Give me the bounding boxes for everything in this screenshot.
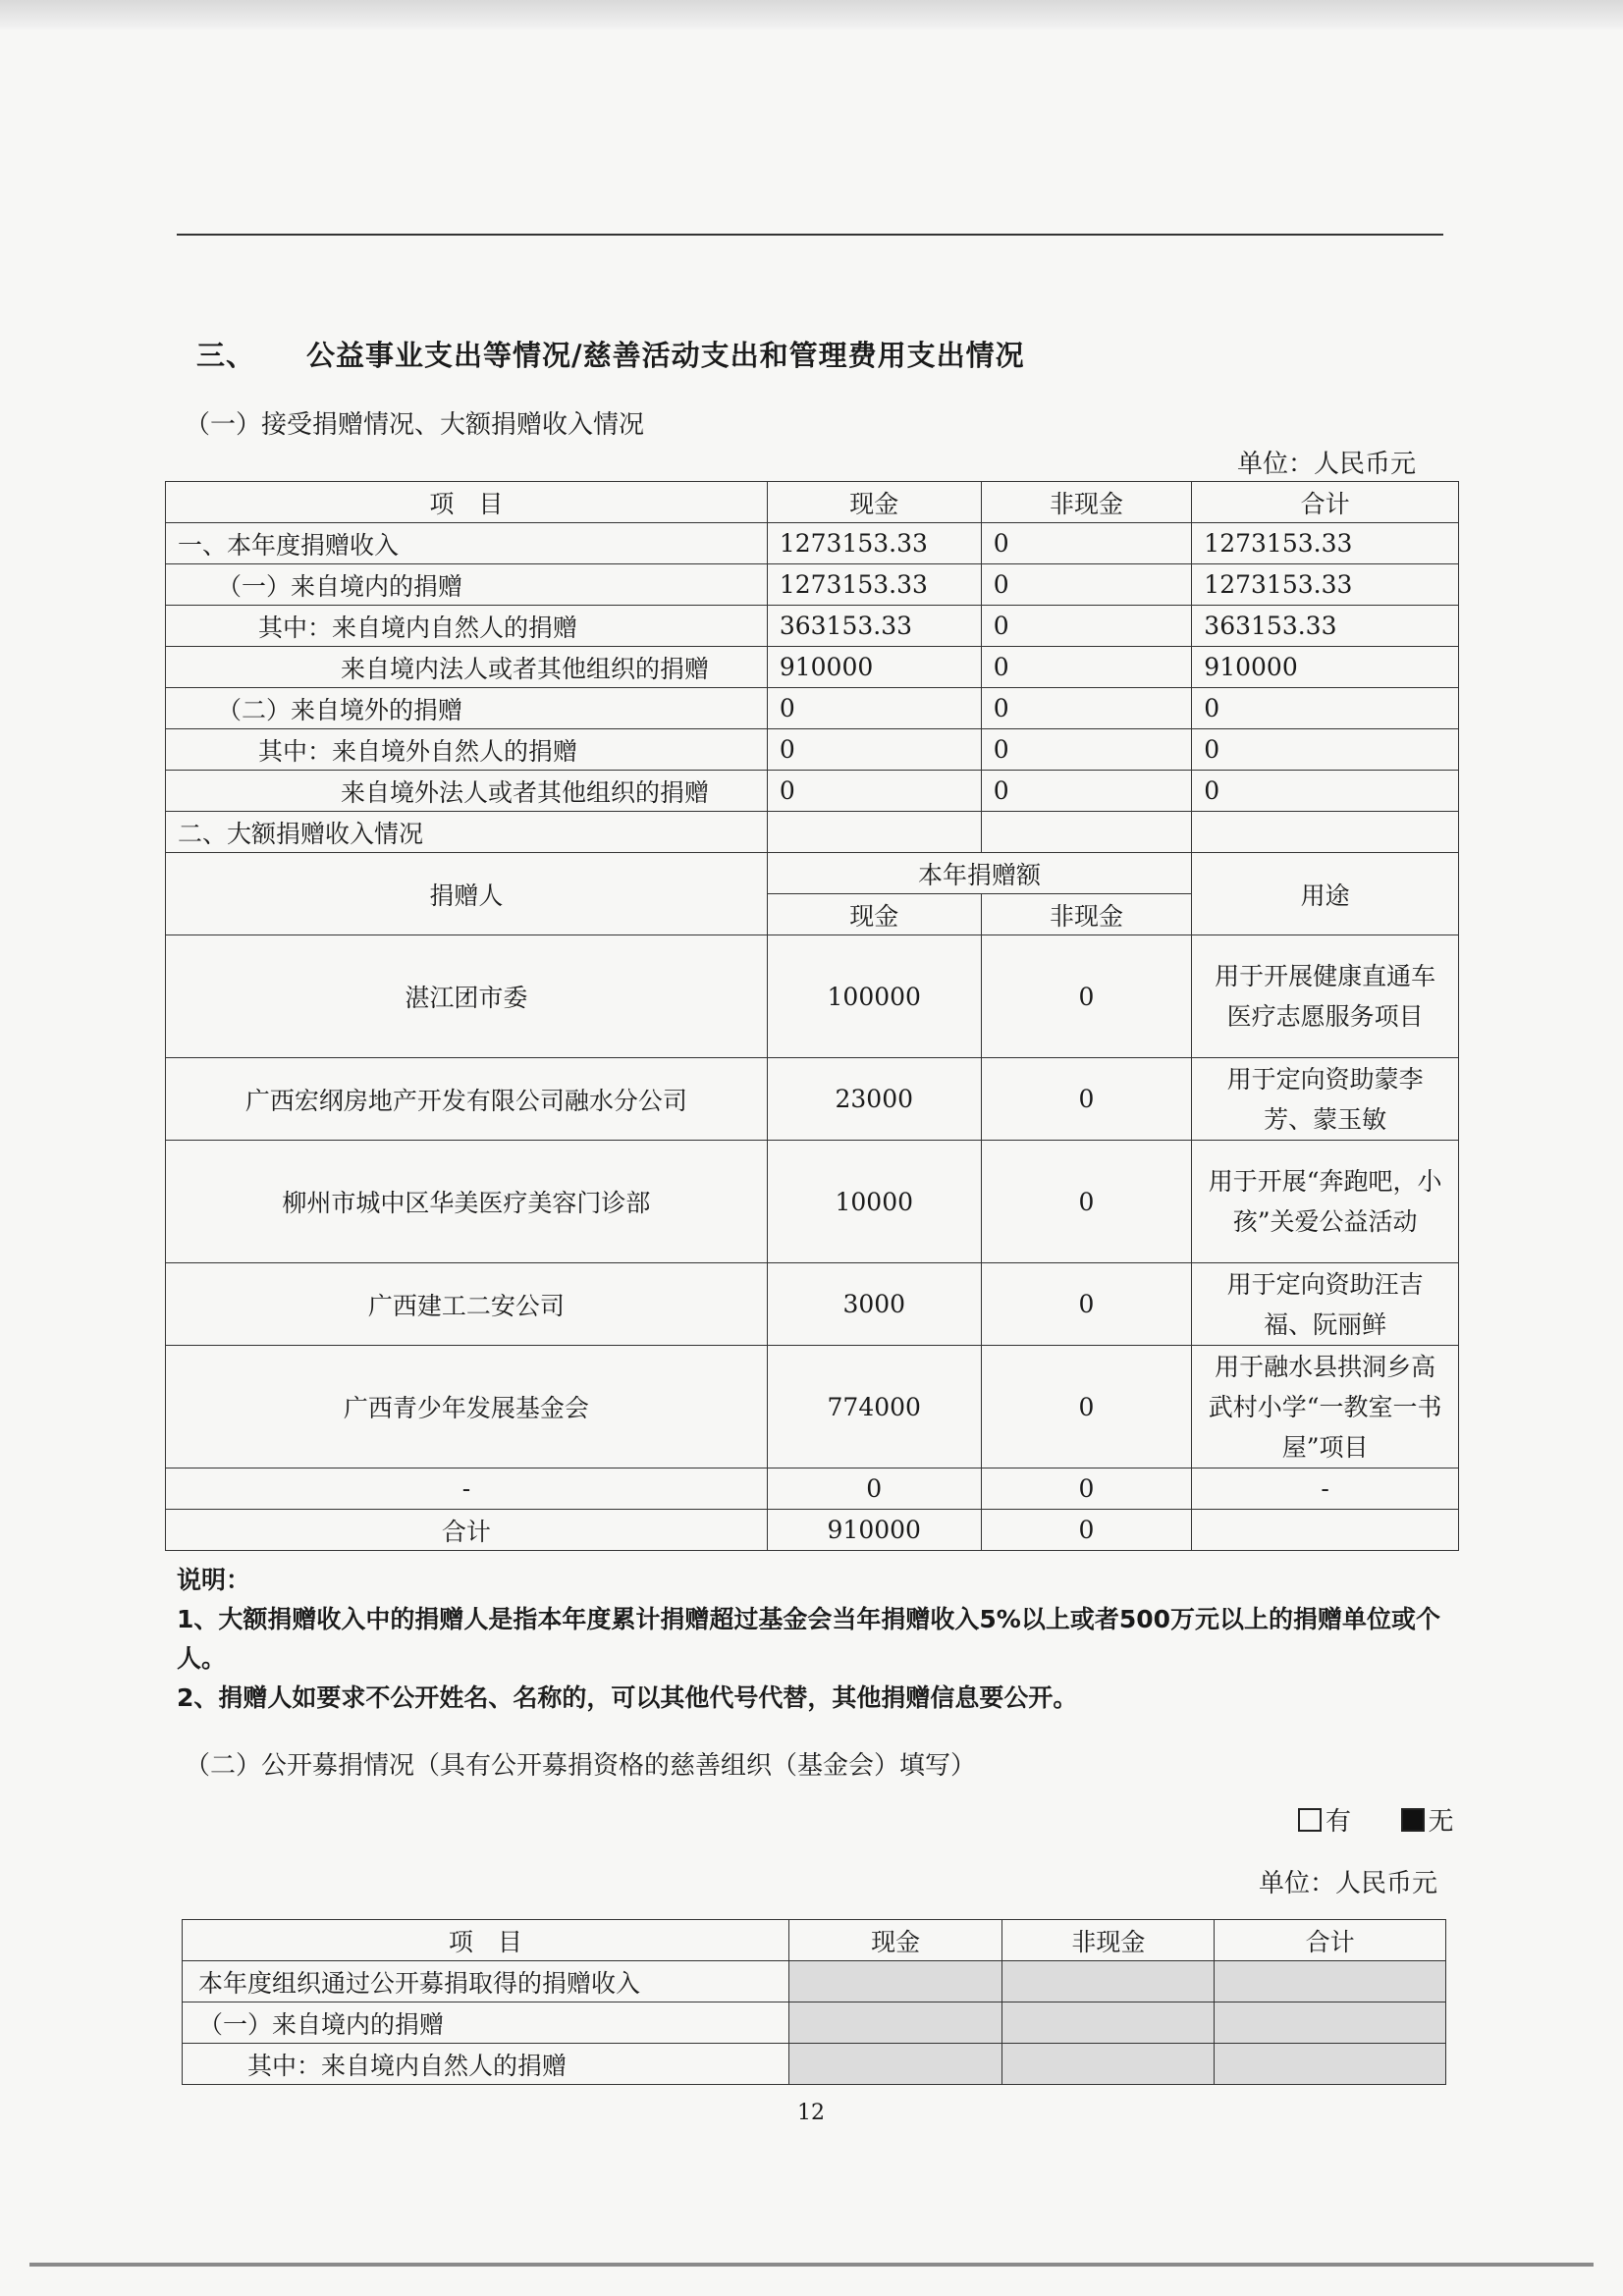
table-row xyxy=(166,523,1459,564)
header-total: 合计 xyxy=(1215,1920,1446,1961)
table-row xyxy=(166,688,1459,729)
donor-name: 广西宏纲房地产开发有限公司融水分公司 xyxy=(166,1058,768,1141)
donor-noncash: 0 xyxy=(981,1058,1192,1141)
row-label: （一）来自境内的捐赠 xyxy=(183,2002,789,2044)
row-noncash: 0 xyxy=(981,729,1192,771)
part2-unit: 单位：人民币元 xyxy=(1259,1869,1438,1898)
table-row xyxy=(183,2044,1446,2085)
donor-row xyxy=(166,1468,1459,1510)
total-row xyxy=(166,1510,1459,1551)
row-cash: 0 xyxy=(767,688,981,729)
note-item: 1、大额捐赠收入中的捐赠人是指本年度累计捐赠超过基金会当年捐赠收入5%以上或者500万元以上的捐赠单位或个人。 xyxy=(177,1605,1441,1673)
checkbox-no[interactable] xyxy=(1401,1808,1425,1832)
row-label: 其中：来自境内自然人的捐赠 xyxy=(183,2044,789,2085)
total-purpose xyxy=(1192,1510,1459,1551)
row-cash xyxy=(788,1961,1002,2002)
row-label: 其中：来自境外自然人的捐赠 xyxy=(166,729,768,771)
donor-name: 广西建工二安公司 xyxy=(166,1263,768,1346)
header-annual-amount: 本年捐赠额 xyxy=(767,853,1191,894)
row-label: 来自境内法人或者其他组织的捐赠 xyxy=(166,647,768,688)
header-rule xyxy=(177,234,1443,236)
donor-row xyxy=(166,1346,1459,1468)
header-total: 合计 xyxy=(1192,482,1459,523)
donor-purpose: 用于开展“奔跑吧，小孩”关爱公益活动 xyxy=(1192,1141,1459,1263)
row-label: 来自境外法人或者其他组织的捐赠 xyxy=(166,771,768,812)
row-noncash xyxy=(1002,2002,1215,2044)
notes-title: 说明： xyxy=(177,1566,251,1594)
table-row xyxy=(166,771,1459,812)
row-label: 其中：来自境内自然人的捐赠 xyxy=(166,606,768,647)
row-label: （一）来自境内的捐赠 xyxy=(166,564,768,606)
donor-noncash: 0 xyxy=(981,1346,1192,1468)
donor-name: 柳州市城中区华美医疗美容门诊部 xyxy=(166,1141,768,1263)
scan-edge-bottom xyxy=(29,2263,1594,2267)
donor-name: 湛江团市委 xyxy=(166,935,768,1058)
row-noncash xyxy=(1002,1961,1215,2002)
donation-income-table xyxy=(165,481,1459,1551)
donor-purpose: - xyxy=(1192,1468,1459,1510)
donor-purpose: 用于定向资助汪吉福、阮丽鲜 xyxy=(1192,1263,1459,1346)
donor-name: 广西青少年发展基金会 xyxy=(166,1346,768,1468)
public-fundraising-option xyxy=(1298,1801,1454,1838)
row-noncash: 0 xyxy=(981,647,1192,688)
table-row xyxy=(183,2002,1446,2044)
donor-cash: 0 xyxy=(767,1468,981,1510)
row-total: 1273153.33 xyxy=(1192,564,1459,606)
header-noncash: 非现金 xyxy=(981,894,1192,935)
scan-edge-top xyxy=(0,0,1623,29)
donor-cash: 10000 xyxy=(767,1141,981,1263)
header-purpose: 用途 xyxy=(1192,853,1459,935)
row-label: 一、本年度捐赠收入 xyxy=(166,523,768,564)
donor-noncash: 0 xyxy=(981,1263,1192,1346)
row-noncash: 0 xyxy=(981,564,1192,606)
page-number: 12 xyxy=(797,2101,825,2125)
row-noncash: 0 xyxy=(981,606,1192,647)
table-row xyxy=(166,606,1459,647)
section-number: 三、 xyxy=(196,339,256,372)
donor-row xyxy=(166,935,1459,1058)
header-noncash: 非现金 xyxy=(1002,1920,1215,1961)
row-total: 1273153.33 xyxy=(1192,523,1459,564)
donor-noncash: 0 xyxy=(981,1468,1192,1510)
table-row xyxy=(166,564,1459,606)
table-header-row xyxy=(183,1920,1446,1961)
donor-cash: 774000 xyxy=(767,1346,981,1468)
total-cash: 910000 xyxy=(767,1510,981,1551)
option-no-label: 无 xyxy=(1428,1807,1454,1837)
header-item: 项 目 xyxy=(183,1920,789,1961)
donor-cash: 3000 xyxy=(767,1263,981,1346)
part1-unit: 单位：人民币元 xyxy=(1237,450,1417,479)
table-row xyxy=(183,1961,1446,2002)
header-item: 项 目 xyxy=(166,482,768,523)
row-noncash: 0 xyxy=(981,523,1192,564)
donor-noncash: 0 xyxy=(981,1141,1192,1263)
header-cash: 现金 xyxy=(767,894,981,935)
row-total: 910000 xyxy=(1192,647,1459,688)
row-total xyxy=(1215,2044,1446,2085)
row-cash: 0 xyxy=(767,771,981,812)
row-noncash: 0 xyxy=(981,688,1192,729)
row-cash: 1273153.33 xyxy=(767,523,981,564)
notes xyxy=(177,1561,1453,1718)
checkbox-yes[interactable] xyxy=(1298,1808,1322,1832)
header-donor: 捐赠人 xyxy=(166,853,768,935)
part2-title: （二）公开募捐情况（具有公开募捐资格的慈善组织（基金会）填写） xyxy=(185,1751,977,1781)
public-fundraising-table xyxy=(182,1919,1446,2085)
row-label: （二）来自境外的捐赠 xyxy=(166,688,768,729)
total-noncash: 0 xyxy=(981,1510,1192,1551)
section-heading xyxy=(196,334,1025,374)
table-header-row xyxy=(166,482,1459,523)
row-cash: 910000 xyxy=(767,647,981,688)
row-cash xyxy=(788,2002,1002,2044)
donor-noncash: 0 xyxy=(981,935,1192,1058)
total-label: 合计 xyxy=(166,1510,768,1551)
large-donation-title-row xyxy=(166,812,1459,853)
row-cash: 0 xyxy=(767,729,981,771)
table-row xyxy=(166,729,1459,771)
row-total xyxy=(1215,2002,1446,2044)
header-cash: 现金 xyxy=(788,1920,1002,1961)
donor-purpose: 用于定向资助蒙李芳、蒙玉敏 xyxy=(1192,1058,1459,1141)
donor-purpose: 用于开展健康直通车医疗志愿服务项目 xyxy=(1192,935,1459,1058)
note-item: 2、捐赠人如要求不公开姓名、名称的，可以其他代号代替，其他捐赠信息要公开。 xyxy=(177,1683,1078,1712)
part1-title: （一）接受捐赠情况、大额捐赠收入情况 xyxy=(185,410,645,440)
header-noncash: 非现金 xyxy=(981,482,1192,523)
large-donation-title: 二、大额捐赠收入情况 xyxy=(166,812,768,853)
row-label: 本年度组织通过公开募捐取得的捐赠收入 xyxy=(183,1961,789,2002)
large-donation-header-row xyxy=(166,853,1459,894)
donor-row xyxy=(166,1263,1459,1346)
option-yes-label: 有 xyxy=(1325,1807,1352,1837)
header-cash: 现金 xyxy=(767,482,981,523)
row-cash: 363153.33 xyxy=(767,606,981,647)
donor-row xyxy=(166,1058,1459,1141)
row-total: 363153.33 xyxy=(1192,606,1459,647)
donor-purpose: 用于融水县拱洞乡高武村小学“一教室一书屋”项目 xyxy=(1192,1346,1459,1468)
row-total: 0 xyxy=(1192,729,1459,771)
donor-row xyxy=(166,1141,1459,1263)
row-total: 0 xyxy=(1192,771,1459,812)
table-row xyxy=(166,647,1459,688)
row-noncash: 0 xyxy=(981,771,1192,812)
row-cash: 1273153.33 xyxy=(767,564,981,606)
donor-cash: 100000 xyxy=(767,935,981,1058)
donor-cash: 23000 xyxy=(767,1058,981,1141)
row-total xyxy=(1215,1961,1446,2002)
row-noncash xyxy=(1002,2044,1215,2085)
donor-name: - xyxy=(166,1468,768,1510)
row-cash xyxy=(788,2044,1002,2085)
section-title: 公益事业支出等情况/慈善活动支出和管理费用支出情况 xyxy=(306,339,1025,372)
row-total: 0 xyxy=(1192,688,1459,729)
